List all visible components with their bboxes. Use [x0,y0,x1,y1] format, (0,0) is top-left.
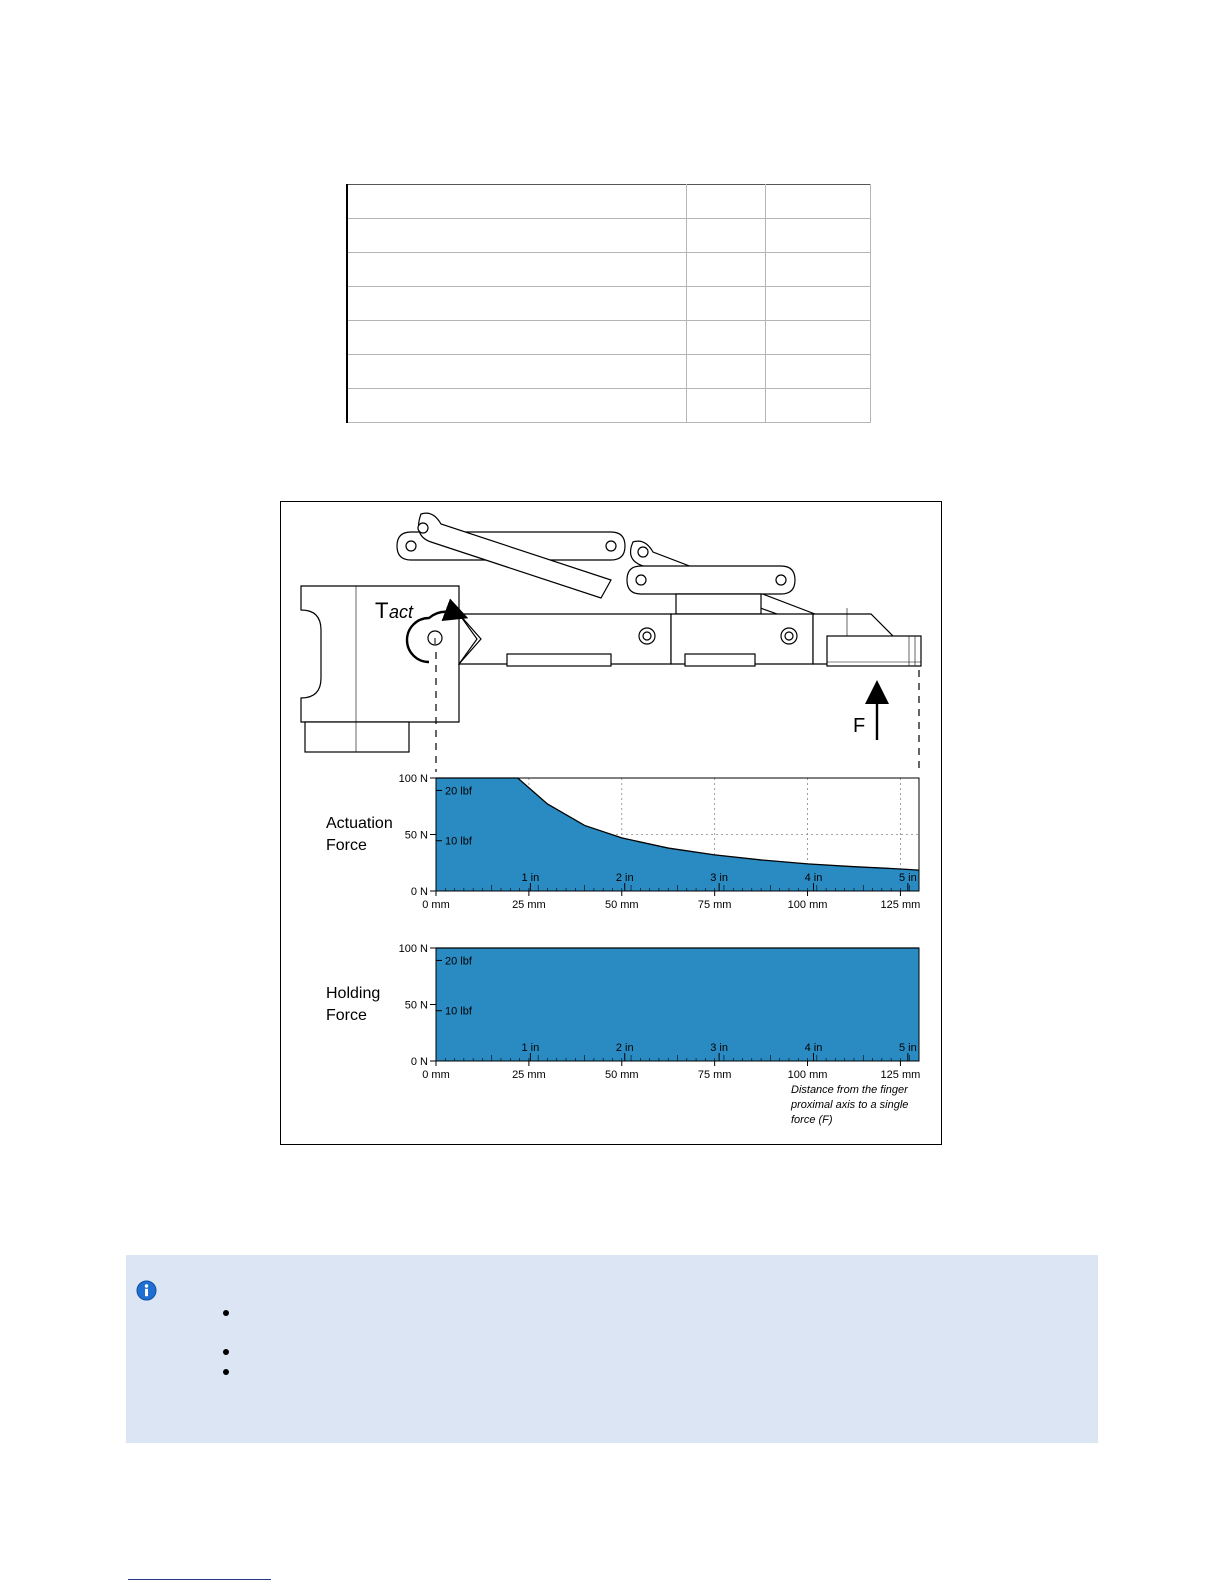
y-tick-label: 0 N [410,1056,428,1068]
chart-title: Force [326,837,367,854]
mm-tick-label: 0 mm [422,1069,450,1081]
mm-tick-label: 75 mm [697,899,732,911]
inch-tick-label: 2 in [615,872,634,884]
inch-tick-label: 2 in [615,1042,634,1054]
torque-label: T [375,598,389,623]
spec-table-cell [687,185,766,219]
spec-table-cell [347,253,687,287]
chart-caption: proximal axis to a single [791,1099,909,1111]
inch-tick-label: 5 in [898,872,917,884]
lbf-tick-label: 20 lbf [445,955,472,968]
chart-title: Force [326,1007,367,1024]
spec-table-cell [766,389,871,423]
spec-table-cell [687,355,766,389]
mm-tick-label: 100 mm [787,1069,828,1081]
y-tick-label: 50 N [404,999,428,1012]
spec-table-row [347,355,871,389]
finger-mechanism-drawing [301,513,921,752]
inch-tick-label: 5 in [898,1042,917,1054]
y-tick-label: 100 N [398,773,428,785]
figure-svg [281,502,941,1144]
inch-tick-label: 4 in [804,872,823,884]
spec-table-cell [347,321,687,355]
actuation-force-chart [326,773,920,911]
spec-table-cell [347,287,687,321]
note-bullet-list [223,1310,229,1375]
spec-table-cell [687,321,766,355]
spec-table-cell [347,219,687,253]
inch-tick-label: 3 in [710,872,728,884]
spec-table-cell [347,355,687,389]
force-figure [280,501,942,1145]
spec-table-row [347,185,871,219]
mm-tick-label: 100 mm [787,899,828,911]
note-bullet [223,1310,229,1316]
spec-table-cell [766,321,871,355]
info-note-panel [126,1255,1098,1443]
inch-tick-label: 1 in [521,872,540,884]
spec-table-cell [347,185,687,219]
spec-table-cell [766,287,871,321]
mm-tick-label: 50 mm [604,1069,639,1081]
spec-table-cell [766,185,871,219]
spec-table [346,184,871,423]
inch-tick-label: 4 in [804,1042,823,1054]
mm-tick-label: 25 mm [512,899,546,911]
footer-rule [128,1579,271,1580]
chart-caption: Distance from the finger [791,1084,908,1096]
spec-table-cell [687,389,766,423]
note-bullet [223,1369,229,1375]
info-icon [136,1280,157,1301]
mm-tick-label: 75 mm [697,1069,732,1081]
spec-table-cell [766,355,871,389]
inch-tick-label: 3 in [710,1042,728,1054]
chart-title: Actuation [326,815,393,832]
mm-tick-label: 25 mm [512,1069,546,1081]
lbf-tick-label: 10 lbf [445,1005,472,1018]
lbf-tick-label: 10 lbf [445,835,472,848]
torque-subscript: act [389,602,414,622]
mm-tick-label: 125 mm [880,1069,921,1081]
note-bullet [223,1349,229,1355]
force-area [436,948,919,1061]
y-tick-label: 50 N [404,829,428,842]
spec-table-row [347,253,871,287]
spec-table-cell [687,219,766,253]
spec-table-cell [687,287,766,321]
y-tick-label: 0 N [410,886,428,898]
lbf-tick-label: 20 lbf [445,785,472,798]
chart-caption: force (F) [791,1114,833,1126]
spec-table-row [347,287,871,321]
mm-tick-label: 125 mm [880,899,921,911]
spec-table-cell [347,389,687,423]
mm-tick-label: 50 mm [604,899,639,911]
spec-table-cell [766,253,871,287]
spec-table-row [347,389,871,423]
spec-table-row [347,219,871,253]
spec-table-cell [766,219,871,253]
spec-table-row [347,321,871,355]
y-tick-label: 100 N [398,943,428,955]
mm-tick-label: 0 mm [422,899,450,911]
holding-force-chart [326,943,920,1126]
force-label: F [853,715,866,737]
spec-table-cell [687,253,766,287]
inch-tick-label: 1 in [521,1042,540,1054]
chart-title: Holding [326,985,381,1002]
